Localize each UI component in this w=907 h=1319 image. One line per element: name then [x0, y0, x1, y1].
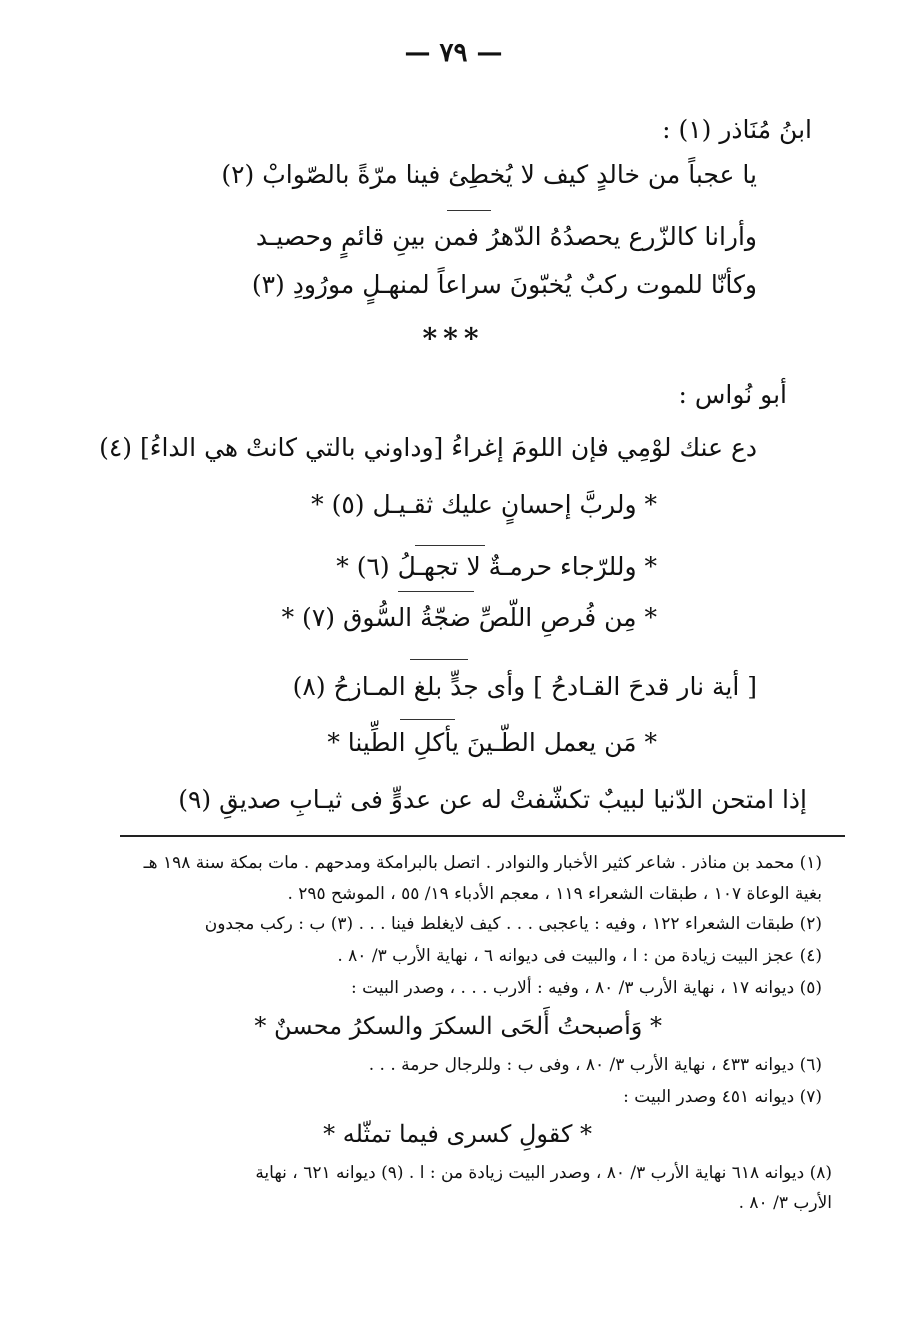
footnote-line: (٥) ديوانه ١٧ ، نهاية الأرب ٣/ ٨٠ ، وفيه : ألارب . . . ، وصدر البيت :	[351, 978, 822, 998]
footnote-line: (٢) طبقات الشعراء ١٢٢ ، وفيه : ياعجبى . . . كيف لايغلط فينا . . . (٣) ب : ركب مجدون	[204, 914, 822, 934]
poet-name-ibn-munadhir: ابنُ مُنَاذر (١) :	[662, 115, 812, 144]
footnote-line: (٦) ديوانه ٤٣٣ ، نهاية الأرب ٣/ ٨٠ ، وفى ب : وللرجال حرمة . . .	[368, 1055, 822, 1075]
verse-line: * وللرّجاء حرمـةٌ لا تجهـلُ (٦) *	[336, 552, 657, 581]
verse-line: دع عنك لوْمِي فإن اللومَ إغراءُ [وداوني بالتي كانتْ هي الداءُ] (٤)	[99, 433, 757, 462]
verse-hemistich-bar	[400, 719, 455, 720]
verse-line: يا عجباً من خالدٍ كيف لا يُخطِئ فينا مرّةً بالصّوابْ (٢)	[221, 160, 757, 189]
verse-line: * مِن فُرصِ اللّصِّ ضجّةُ السُّوق (٧) *	[281, 603, 657, 632]
verse-line: [ أية نار قدحَ القـادحُ ] وأى جدٍّ بلغ المـازحُ (٨)	[292, 672, 757, 701]
footnote-line: (٨) ديوانه ٦١٨ نهاية الأرب ٣/ ٨٠ ، وصدر البيت زيادة من : ا . (٩) ديوانه ٦٢١ ، نهاية	[255, 1163, 832, 1183]
page-number: — ٧٩ —	[404, 38, 503, 68]
footnote-line: (٤) عجز البيت زيادة من : ا ، والبيت فى ديوانه ٦ ، نهاية الأرب ٣/ ٨٠ .	[337, 946, 822, 966]
footnote-line: (١) محمد بن مناذر . شاعر كثير الأخبار والنوادر . اتصل بالبرامكة ومدحهم . مات بمكة سنة ١٩٨ هـ	[143, 853, 822, 873]
verse-line: إذا امتحن الدّنيا لبيبٌ تكشّفتْ له عن عدوٍّ فى ثيـابِ صديقِ (٩)	[178, 785, 807, 814]
verse-line: * مَن يعمل الطّـينَ يأكلِ الطِّينا *	[327, 728, 657, 757]
footnote-line: (٧) ديوانه ٤٥١ وصدر البيت :	[623, 1087, 822, 1107]
verse-line: وأرانا كالزّرع يحصدُهُ الدّهرُ فمن بينِ قائمٍ وحصيـد	[255, 222, 757, 251]
footnote-verse: * كقولِ كسرى فيما تمثّله *	[323, 1120, 592, 1148]
verse-hemistich-bar	[415, 545, 485, 546]
footnote-verse: * وَأصبحتُ أَلحَى السكرَ والسكرُ محسنٌ *	[254, 1012, 662, 1040]
poet-name-abu-nuwas: أبو نُواس :	[678, 380, 787, 409]
verse-line: * ولربَّ إحسانٍ عليك ثقـيـل (٥) *	[311, 490, 657, 519]
footnote-line: بغية الوعاة ١٠٧ ، طبقات الشعراء ١١٩ ، معجم الأدباء ١٩/ ٥٥ ، الموشح ٢٩٥ .	[287, 884, 822, 904]
verse-hemistich-bar	[398, 591, 474, 592]
verse-hemistich-bar	[447, 210, 491, 211]
verse-line: وكأنّا للموت ركبٌ يُخبّونَ سراعاً لمنهـلٍ مورُودِ (٣)	[251, 270, 757, 299]
footnote-line: الأرب ٣/ ٨٠ .	[738, 1193, 832, 1213]
footnote-divider	[120, 835, 845, 837]
section-separator: ***	[422, 322, 485, 355]
verse-hemistich-bar	[410, 659, 468, 660]
